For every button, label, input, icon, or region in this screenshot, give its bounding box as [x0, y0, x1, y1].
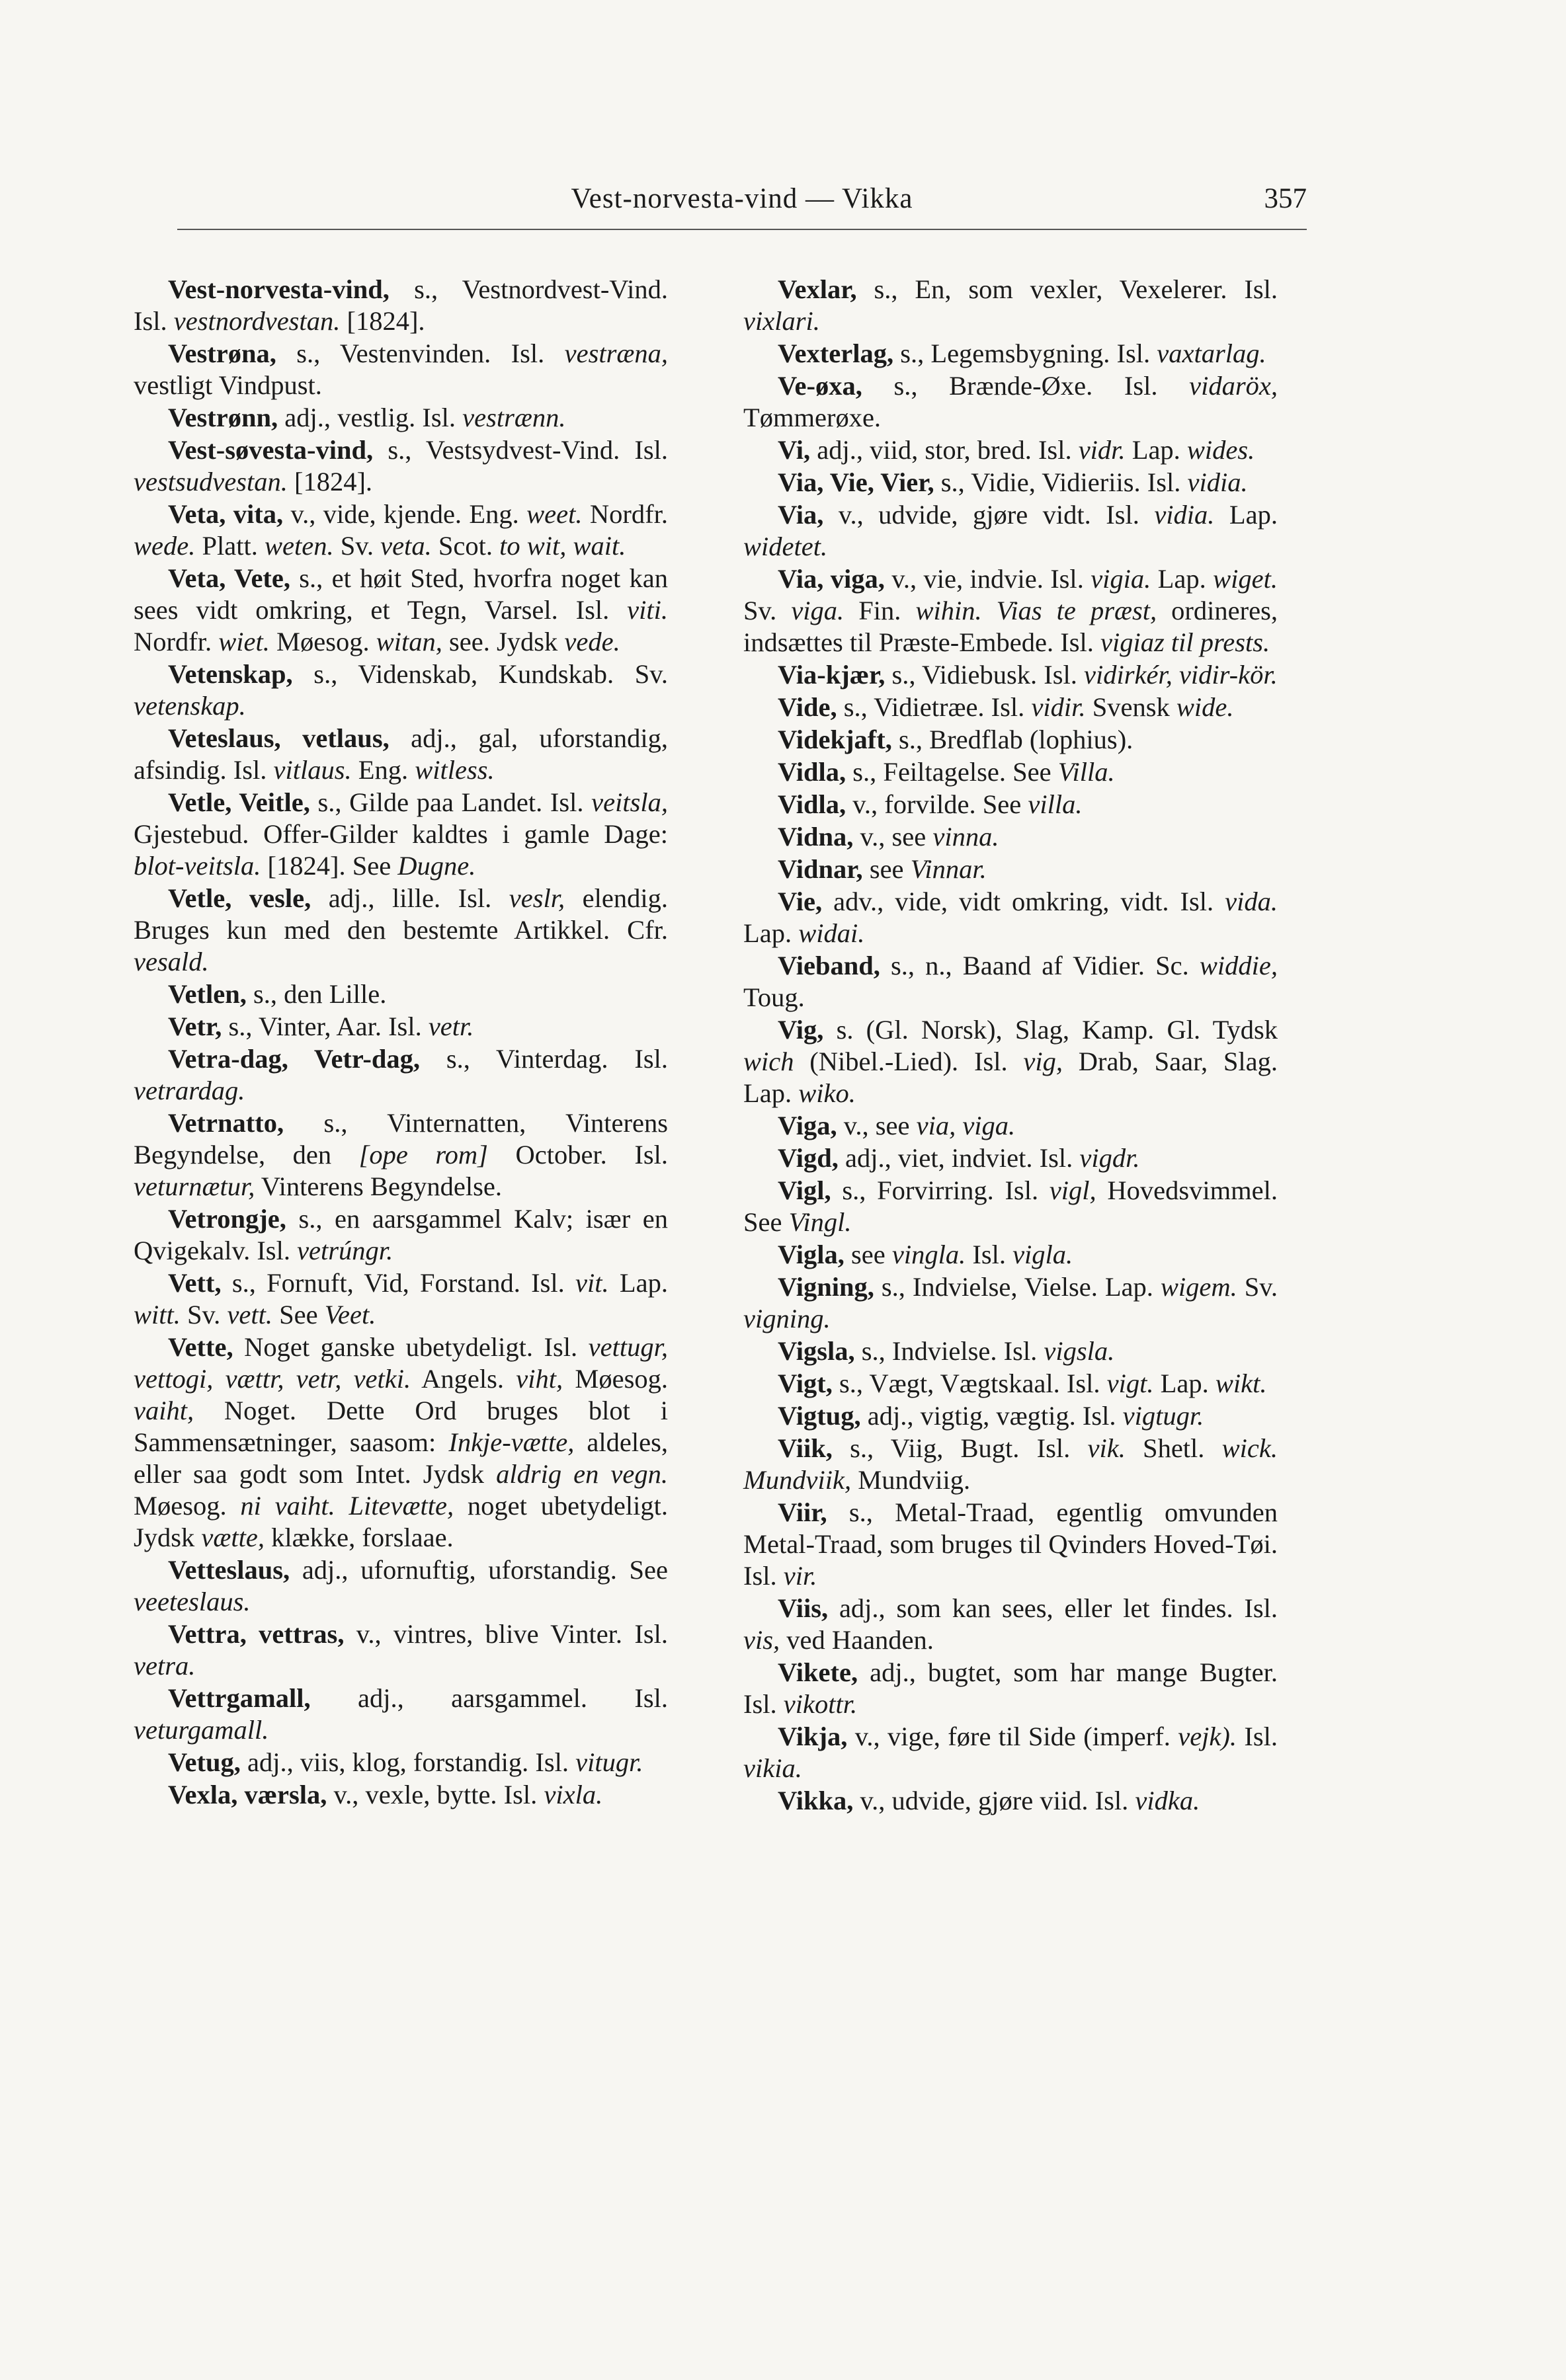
entry-text: adj., gal, uforstandig, afsindig. Isl.	[134, 723, 668, 785]
entry-headword: Vigd,	[778, 1143, 839, 1173]
entry-text: v., forvilde. See	[846, 789, 1028, 819]
entry-headword: Vidla,	[778, 789, 846, 819]
entry-text: Gjestebud. Offer-Gilder kaldtes i gamle Dage:	[134, 819, 668, 849]
entry-text: s., Metal-Traad, egentlig omvunden Metal-Traad, som bruges til Qvinders Hoved-Tøi. Isl.	[743, 1497, 1278, 1591]
dictionary-entry	[743, 1657, 1278, 1720]
dictionary-entry	[743, 853, 1278, 885]
entry-text: adj., lille. Isl.	[311, 883, 509, 913]
dictionary-entry	[743, 821, 1278, 853]
dictionary-entry	[743, 1239, 1278, 1271]
dictionary-entry	[134, 1618, 668, 1682]
entry-italic-text: wigem.	[1160, 1272, 1237, 1302]
entry-headword: Vig,	[778, 1015, 824, 1045]
entry-text: Møesog.	[269, 627, 376, 656]
page-header	[177, 182, 1307, 225]
entry-italic-text: vetenskap.	[134, 691, 246, 721]
entry-text: s., Vestsydvest-Vind. Isl.	[373, 435, 668, 465]
entry-italic-text: wikt.	[1215, 1368, 1267, 1398]
dictionary-entry	[743, 886, 1278, 949]
entry-text: Eng.	[351, 755, 415, 785]
entry-headword: Vestrøna,	[168, 338, 276, 368]
entry-text: Shetl.	[1125, 1433, 1222, 1463]
entry-italic-text: vik.	[1087, 1433, 1126, 1463]
entry-italic-text: vetrardag.	[134, 1076, 245, 1105]
entry-text: adj., viis, klog, forstandig. Isl.	[240, 1747, 576, 1777]
entry-italic-text: widetet.	[743, 532, 828, 561]
entry-italic-text: vikia.	[743, 1753, 802, 1783]
entry-italic-text: blot-veitsla.	[134, 851, 261, 881]
dictionary-entry	[134, 1011, 668, 1043]
entry-italic-text: weet.	[526, 499, 583, 529]
entry-text: adj., vestlig. Isl.	[278, 403, 463, 432]
dictionary-entry	[134, 787, 668, 882]
dictionary-entry	[743, 1175, 1278, 1238]
entry-text: See	[272, 1300, 325, 1329]
entry-text: s., Indvielse. Isl.	[854, 1336, 1044, 1366]
entry-headword: Vetr,	[168, 1012, 222, 1041]
entry-italic-text: vikottr.	[783, 1689, 858, 1719]
entry-text: Mundviig.	[851, 1465, 971, 1495]
entry-text: noget ubetydeligt. Jydsk	[134, 1491, 668, 1552]
entry-italic-text: vigla.	[1012, 1240, 1073, 1269]
dictionary-entry	[134, 1331, 668, 1554]
running-head: Vest-norvesta-vind — Vikka	[571, 183, 913, 214]
dictionary-entry	[743, 950, 1278, 1013]
dictionary-entry	[134, 1107, 668, 1203]
dictionary-entry	[743, 756, 1278, 788]
entry-headword: Vetteslaus,	[168, 1555, 290, 1585]
entry-italic-text: vesald.	[134, 947, 209, 976]
dictionary-entry	[743, 370, 1278, 434]
entry-headword: Vigt,	[778, 1368, 833, 1398]
entry-headword: Vette,	[168, 1332, 233, 1362]
entry-italic-text: [ope rom]	[358, 1140, 488, 1170]
entry-italic-text: vingla.	[891, 1240, 966, 1269]
dictionary-entry	[134, 1554, 668, 1618]
dictionary-entry	[134, 434, 668, 498]
entry-italic-text: ni vaiht. Litevætte,	[240, 1491, 454, 1521]
entry-italic-text: vigdr.	[1079, 1143, 1140, 1173]
entry-text: v., vide, kjende. Eng.	[283, 499, 527, 529]
entry-italic-text: veslr,	[509, 883, 565, 913]
entry-headword: Vigning,	[778, 1272, 874, 1302]
entry-text: Lap.	[1151, 564, 1214, 594]
entry-text: Platt.	[195, 531, 265, 561]
dictionary-entry	[743, 724, 1278, 756]
entry-italic-text: wides.	[1186, 435, 1255, 465]
entry-italic-text: Dugne.	[397, 851, 476, 881]
entry-italic-text: vidia.	[1154, 500, 1215, 530]
entry-headword: Vetenskap,	[168, 659, 293, 689]
entry-text: Isl.	[966, 1240, 1013, 1269]
entry-italic-text: veta.	[380, 531, 432, 561]
entry-italic-text: vida.	[1225, 887, 1278, 916]
entry-text: adv., vide, vidt omkring, vidt. Isl.	[822, 887, 1225, 916]
entry-italic-text: vidirkér, vidir-kör.	[1083, 660, 1278, 690]
entry-headword: Vigtug,	[778, 1401, 861, 1431]
entry-italic-text: vigia.	[1091, 564, 1151, 594]
dictionary-entry	[743, 338, 1278, 370]
entry-headword: Vikja,	[778, 1722, 848, 1751]
entry-italic-text: vit.	[575, 1268, 609, 1298]
entry-text: adj., viid, stor, bred. Isl.	[810, 435, 1079, 465]
entry-headword: Vidnar,	[778, 854, 863, 884]
entry-text: [1824].	[287, 467, 373, 496]
entry-text: vestligt Vindpust.	[134, 370, 322, 400]
entry-text: Sv.	[1237, 1272, 1278, 1302]
entry-text: Lap.	[1153, 1368, 1216, 1398]
entry-italic-text: Villa.	[1057, 757, 1115, 787]
entry-italic-text: wide.	[1176, 692, 1234, 722]
dictionary-entry	[743, 1142, 1278, 1174]
entry-text: Møesog.	[134, 1491, 241, 1521]
entry-text: elendig. Bruges kun med den bestemte Artikkel. Cfr.	[134, 883, 668, 945]
dictionary-entry	[743, 1497, 1278, 1592]
dictionary-entry	[743, 1335, 1278, 1367]
entry-italic-text: wiet.	[218, 627, 270, 656]
dictionary-entry	[743, 1721, 1278, 1784]
entry-headword: Vetrnatto,	[168, 1108, 284, 1138]
entry-text: v., udvide, gjøre viid. Isl.	[853, 1786, 1135, 1815]
entry-headword: Veteslaus, vetlaus,	[168, 723, 390, 753]
entry-headword: Veta, Vete,	[168, 563, 291, 593]
entry-italic-text: vig,	[1023, 1047, 1063, 1076]
entry-headword: Vettra, vettras,	[168, 1619, 345, 1649]
dictionary-entry	[134, 723, 668, 786]
dictionary-entry	[743, 1368, 1278, 1400]
entry-italic-text: veturnætur,	[134, 1171, 255, 1201]
entry-text: s., Vægt, Vægtskaal. Isl.	[832, 1368, 1107, 1398]
entry-text: Sv.	[743, 596, 792, 625]
entry-text: s., Vidietræe. Isl.	[837, 692, 1032, 722]
entry-text: s., En, som vexler, Vexelerer. Isl.	[856, 274, 1278, 304]
entry-italic-text: veturgamall.	[134, 1715, 269, 1745]
entry-italic-text: Inkje-vætte,	[448, 1427, 575, 1457]
entry-italic-text: vitlaus.	[273, 755, 352, 785]
entry-headword: Vigl,	[778, 1175, 831, 1205]
entry-italic-text: vir.	[783, 1561, 817, 1591]
entry-text: Svensk	[1085, 692, 1176, 722]
entry-italic-text: wihin. Vias te præst,	[915, 596, 1157, 625]
dictionary-entry	[743, 467, 1278, 498]
dictionary-entry	[134, 1747, 668, 1778]
entry-italic-text: weten.	[264, 531, 334, 561]
entry-italic-text: Vingl.	[788, 1207, 852, 1237]
entry-italic-text: vidir.	[1031, 692, 1086, 722]
entry-italic-text: vitugr.	[575, 1747, 643, 1777]
entry-headword: Vetle, Veitle,	[168, 787, 310, 817]
entry-italic-text: aldrig en vegn.	[496, 1459, 668, 1489]
entry-headword: Vexterlag,	[778, 338, 894, 368]
entry-text: s., Viig, Bugt. Isl.	[832, 1433, 1088, 1463]
dictionary-entry	[743, 1400, 1278, 1432]
entry-italic-text: vidka.	[1135, 1786, 1200, 1815]
entry-text: [1824]. See	[261, 851, 398, 881]
entry-italic-text: vætte,	[201, 1523, 265, 1552]
entry-italic-text: via, viga.	[916, 1111, 1016, 1140]
entry-headword: Vetle, vesle,	[168, 883, 311, 913]
entry-text: s., Forvirring. Isl.	[831, 1175, 1050, 1205]
entry-text: Nordfr.	[582, 499, 668, 529]
entry-text: s., Vinterdag. Isl.	[420, 1044, 668, 1074]
entry-italic-text: wick. Mundviik,	[743, 1433, 1278, 1495]
entry-italic-text: vaxtarlag.	[1157, 338, 1266, 368]
dictionary-entry	[743, 659, 1278, 691]
entry-headword: Vestrønn,	[168, 403, 278, 432]
entry-italic-text: veitsla,	[591, 787, 668, 817]
dictionary-entry	[134, 338, 668, 401]
entry-headword: Vetlen,	[168, 979, 247, 1009]
entry-headword: Ve-øxa,	[778, 371, 862, 401]
entry-italic-text: vetrúngr.	[297, 1236, 393, 1265]
entry-italic-text: witless.	[415, 755, 495, 785]
entry-text: v., see	[837, 1111, 917, 1140]
entry-italic-text: villa.	[1028, 789, 1083, 819]
dictionary-entry	[743, 1271, 1278, 1335]
entry-headword: Vest-søvesta-vind,	[168, 435, 374, 465]
entry-headword: Vi,	[778, 435, 811, 465]
dictionary-entry	[134, 978, 668, 1010]
entry-italic-text: vigsla.	[1044, 1336, 1115, 1366]
dictionary-entry	[743, 274, 1278, 337]
dictionary-entry	[134, 1043, 668, 1107]
entry-italic-text: vestsudvestan.	[134, 467, 288, 496]
entry-italic-text: Veet.	[324, 1300, 376, 1329]
entry-headword: Via, viga,	[778, 564, 885, 594]
right-column	[743, 274, 1278, 1817]
entry-text: Vinterens Begyndelse.	[255, 1171, 503, 1201]
entry-italic-text: vestnordvestan.	[173, 306, 341, 336]
entry-text: s., Vinternatten, Vinterens Begyndelse, den	[134, 1108, 668, 1170]
dictionary-entry	[134, 1683, 668, 1746]
entry-text: s., Vidiebusk. Isl.	[885, 660, 1084, 690]
entry-italic-text: to wit, wait.	[499, 531, 626, 561]
entry-headword: Viik,	[778, 1433, 833, 1463]
entry-italic-text: vigl,	[1049, 1175, 1096, 1205]
dictionary-entry	[743, 499, 1278, 563]
entry-headword: Veta, vita,	[168, 499, 284, 529]
entry-italic-text: wiget.	[1213, 564, 1278, 594]
entry-text: s., Indvielse, Vielse. Lap.	[874, 1272, 1161, 1302]
entry-italic-text: viti.	[627, 595, 668, 625]
entry-text: Noget. Dette Ord bruges blot i Sammensætninger, saasom:	[134, 1396, 668, 1457]
entry-text: see. Jydsk	[442, 627, 565, 656]
entry-italic-text: widdie,	[1199, 951, 1278, 980]
entry-text: Hovedsvimmel. See	[743, 1175, 1278, 1237]
entry-text: s., Vidie, Vidieriis. Isl.	[934, 467, 1188, 497]
dictionary-entry	[134, 883, 668, 978]
entry-text: s., den Lille.	[246, 979, 387, 1009]
entry-italic-text: viht,	[516, 1364, 563, 1394]
entry-text: s., Feiltagelse. See	[846, 757, 1058, 787]
dictionary-entry	[743, 1593, 1278, 1656]
entry-headword: Viir,	[778, 1497, 827, 1527]
entry-text: s., en aarsgammel Kalv; især en Qvigekalv. Isl.	[134, 1204, 668, 1265]
entry-text: see	[862, 854, 911, 884]
entry-italic-text: wiko.	[798, 1078, 856, 1108]
entry-text: adj., ufornuftig, uforstandig. See	[290, 1555, 668, 1585]
entry-text: Isl.	[1237, 1722, 1278, 1751]
entry-text: s., et høit Sted, hvorfra noget kan sees vidt omkring, et Tegn, Varsel. Isl.	[134, 563, 668, 625]
entry-text: s., Legemsbygning. Isl.	[893, 338, 1157, 368]
entry-text: Lap.	[608, 1268, 668, 1298]
entry-text: s., n., Baand af Vidier. Sc.	[880, 951, 1200, 980]
entry-text: adj., som kan sees, eller let findes. Isl.	[828, 1593, 1278, 1623]
entry-italic-text: vigiaz til prests.	[1100, 627, 1270, 657]
entry-text: s., Gilde paa Landet. Isl.	[309, 787, 592, 817]
entry-headword: Via-kjær,	[778, 660, 886, 690]
entry-text: [1824].	[340, 306, 425, 336]
entry-italic-text: vestræna,	[564, 338, 668, 368]
entry-italic-text: vejk).	[1178, 1722, 1237, 1751]
dictionary-entry	[134, 1779, 668, 1811]
dictionary-entry	[134, 1203, 668, 1267]
entry-headword: Vide,	[778, 692, 837, 722]
entry-headword: Vieband,	[778, 951, 880, 980]
entry-text: v., vie, indvie. Isl.	[884, 564, 1091, 594]
entry-text: v., see	[853, 822, 933, 852]
entry-text: ved Haanden.	[780, 1625, 934, 1655]
entry-italic-text: veeteslaus.	[134, 1587, 251, 1616]
left-column	[134, 274, 668, 1811]
dictionary-entry	[134, 563, 668, 658]
entry-italic-text: vaiht,	[134, 1396, 194, 1425]
entry-italic-text: viga.	[791, 596, 845, 625]
entry-text: s., Brænde-Øxe. Isl.	[862, 371, 1190, 401]
entry-text: Fin.	[844, 596, 916, 625]
entry-headword: Vie,	[778, 887, 823, 916]
entry-text: s., Bredflab (lophius).	[891, 725, 1133, 754]
entry-text: s., Vestnordvest-Vind. Isl.	[134, 274, 668, 336]
entry-headword: Vigsla,	[778, 1336, 855, 1366]
entry-italic-text: wich	[743, 1047, 794, 1076]
entry-headword: Vexlar,	[778, 274, 857, 304]
entry-italic-text: vett.	[227, 1300, 273, 1329]
entry-headword: Vexla, værsla,	[168, 1780, 327, 1809]
entry-headword: Vikete,	[778, 1657, 858, 1687]
entry-headword: Vetra-dag, Vetr-dag,	[168, 1044, 421, 1074]
entry-text: see	[844, 1240, 892, 1269]
entry-text: Noget ganske ubetydeligt. Isl.	[233, 1332, 589, 1362]
entry-text: s. (Gl. Norsk), Slag, Kamp. Gl. Tydsk	[823, 1015, 1278, 1045]
page-number: 357	[1264, 183, 1307, 214]
entry-headword: Via, Vie, Vier,	[778, 467, 934, 497]
entry-text: v., vintres, blive Vinter. Isl.	[344, 1619, 668, 1649]
entry-italic-text: vigtugr.	[1122, 1401, 1204, 1431]
entry-italic-text: vixla.	[544, 1780, 603, 1809]
entry-text: s., Vestenvinden. Isl.	[276, 338, 565, 368]
entry-text: adj., viet, indviet. Isl.	[838, 1143, 1080, 1173]
entry-text: v., vexle, bytte. Isl.	[327, 1780, 544, 1809]
dictionary-entry	[743, 1014, 1278, 1109]
entry-text: adj., bugtet, som har mange Bugter. Isl.	[743, 1657, 1278, 1719]
entry-text: s., Fornuft, Vid, Forstand. Isl.	[221, 1268, 576, 1298]
entry-headword: Vetug,	[168, 1747, 241, 1777]
dictionary-entry	[743, 1110, 1278, 1142]
entry-headword: Vigla,	[778, 1240, 845, 1269]
dictionary-entry	[743, 563, 1278, 658]
entry-headword: Videkjaft,	[778, 725, 892, 754]
dictionary-entry	[134, 498, 668, 562]
entry-text: Angels.	[411, 1364, 516, 1394]
entry-italic-text: widai.	[798, 918, 865, 948]
entry-italic-text: witt.	[134, 1300, 181, 1329]
entry-text: Tømmerøxe.	[743, 403, 882, 432]
entry-text: Drab, Saar, Slag. Lap.	[743, 1047, 1278, 1108]
entry-text: s., Videnskab, Kundskab. Sv.	[292, 659, 668, 689]
entry-headword: Via,	[778, 500, 824, 530]
dictionary-entry	[134, 658, 668, 722]
entry-text: Møesog.	[563, 1364, 668, 1394]
dictionary-entry	[743, 789, 1278, 820]
entry-text: klække, forslaae.	[265, 1523, 454, 1552]
entry-headword: Vetrongje,	[168, 1204, 286, 1234]
dictionary-entry	[743, 434, 1278, 466]
entry-text: s., Vinter, Aar. Isl.	[222, 1012, 429, 1041]
dictionary-entry	[743, 1785, 1278, 1817]
entry-italic-text: vettugr, vettogi, vættr, vetr, vetki.	[134, 1332, 668, 1394]
entry-text: adj., aarsgammel. Isl.	[310, 1683, 668, 1713]
entry-italic-text: vede.	[564, 627, 620, 656]
entry-text: ordineres, indsættes til Præste-Embede. Isl.	[743, 596, 1278, 657]
entry-headword: Viis,	[778, 1593, 829, 1623]
entry-italic-text: vigt.	[1106, 1368, 1154, 1398]
dictionary-entry	[743, 692, 1278, 723]
entry-text: v., vige, føre til Side (imperf.	[847, 1722, 1178, 1751]
entry-italic-text: Vinnar.	[910, 854, 987, 884]
entry-italic-text: vigning.	[743, 1304, 831, 1333]
header-rule	[177, 229, 1307, 230]
entry-headword: Viga,	[778, 1111, 837, 1140]
entry-headword: Vettrgamall,	[168, 1683, 311, 1713]
entry-italic-text: vidia.	[1187, 467, 1248, 497]
entry-text: Sv.	[180, 1300, 227, 1329]
entry-text: Lap.	[743, 918, 799, 948]
entry-headword: Vikka,	[778, 1786, 854, 1815]
entry-headword: Vidna,	[778, 822, 854, 852]
dictionary-entry	[743, 1433, 1278, 1496]
entry-text: October. Isl.	[487, 1140, 668, 1170]
entry-text: Lap.	[1214, 500, 1278, 530]
entry-text: Sv.	[333, 531, 381, 561]
entry-headword: Vett,	[168, 1268, 222, 1298]
entry-italic-text: vetra.	[134, 1651, 196, 1681]
dictionary-entry	[134, 402, 668, 434]
entry-headword: Vest-norvesta-vind,	[168, 274, 390, 304]
entry-italic-text: vidr.	[1078, 435, 1126, 465]
entry-italic-text: vestrænn.	[462, 403, 566, 432]
entry-text: Scot.	[431, 531, 500, 561]
entry-italic-text: vixlari.	[743, 306, 820, 336]
entry-headword: Vidla,	[778, 757, 846, 787]
dictionary-entry	[134, 1267, 668, 1331]
entry-text: (Nibel.-Lied). Isl.	[794, 1047, 1024, 1076]
entry-italic-text: wede.	[134, 531, 196, 561]
entry-text: Nordfr.	[134, 627, 219, 656]
entry-text: Toug.	[743, 982, 805, 1012]
entry-italic-text: witan,	[376, 627, 442, 656]
entry-italic-text: vis,	[743, 1625, 780, 1655]
dictionary-entry	[134, 274, 668, 337]
entry-text: v., udvide, gjøre vidt. Isl.	[823, 500, 1155, 530]
entry-italic-text: vinna.	[932, 822, 999, 852]
entry-italic-text: vetr.	[428, 1012, 474, 1041]
entry-text: Lap.	[1125, 435, 1187, 465]
entry-text: adj., vigtig, vægtig. Isl.	[860, 1401, 1123, 1431]
entry-text: aldeles, eller saa godt som Intet. Jydsk	[134, 1427, 668, 1489]
entry-italic-text: vidaröx,	[1189, 371, 1278, 401]
